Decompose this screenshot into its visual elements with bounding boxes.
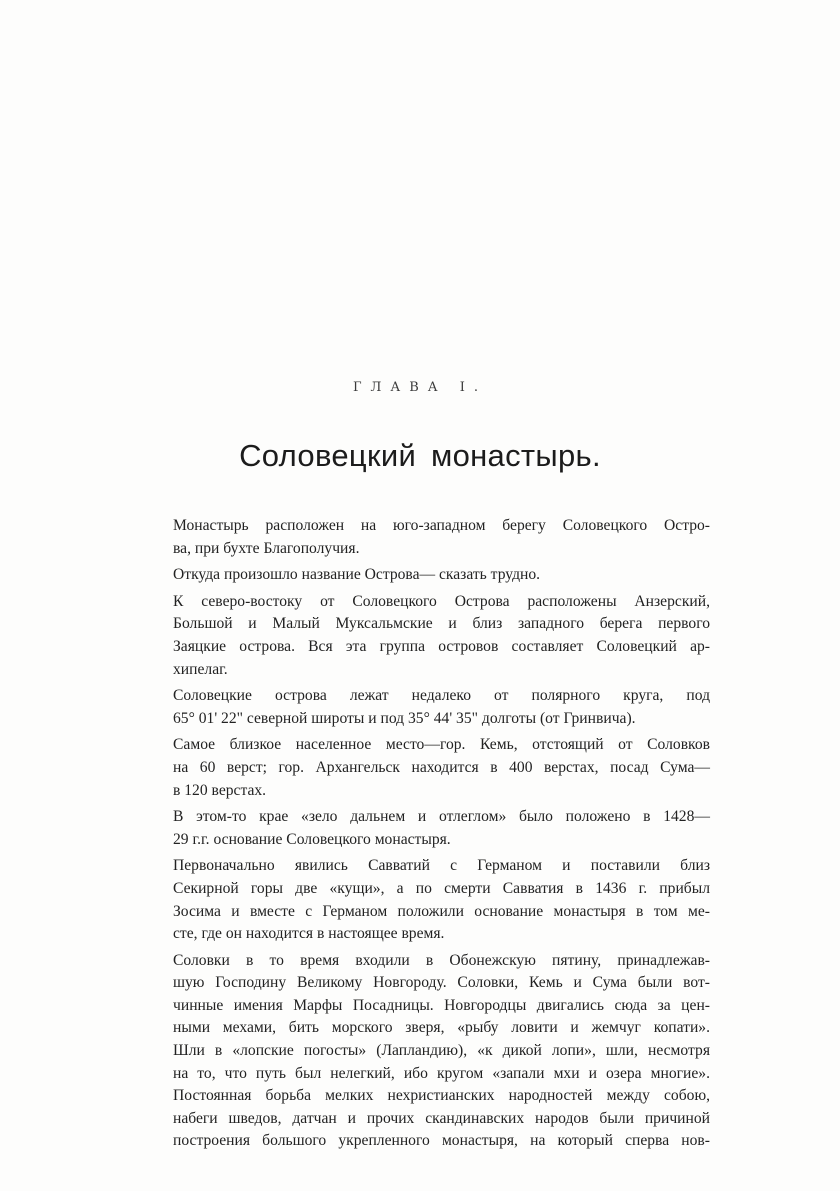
text-line: Постоянная борьба мелких нехристианских народностей между собою, [173, 1087, 710, 1105]
text-line: в 120 верстах. [173, 781, 267, 799]
text-line: сте, где он находится в настоящее время. [173, 925, 445, 943]
text-line: Самое близкое населенное место—гор. Кемь, отстоящий от Соловков [173, 736, 710, 754]
paragraph [173, 806, 710, 851]
text-line: построения большого укрепленного монастыря, на который сперва нов- [173, 1132, 710, 1150]
text-line: 65° 01' 22" северной широты и под 35° 44' 35" долготы (от Гринвича). [173, 709, 636, 727]
text-line: Первоначально явились Савватий с Германом и поставили близ [173, 857, 710, 875]
text-line: Шли в «лопские погосты» (Лапландию), «к дикой лопи», шли, несмотря [173, 1042, 710, 1060]
paragraph [173, 564, 710, 587]
paragraph [173, 734, 710, 802]
paragraph [173, 591, 710, 681]
paragraph [173, 685, 710, 730]
text-line: Заяцкие острова. Вся эта группа островов составляет Соловецкий ар- [173, 637, 710, 655]
page-title: Соловецкий монастырь. [239, 438, 601, 473]
text-line: хипелаг. [173, 660, 228, 678]
text-line: набеги шведов, датчан и прочих скандинавских народов были причиной [173, 1109, 710, 1127]
text-line: Секирной горы две «кущи», а по смерти Савватия в 1436 г. прибыл [173, 879, 710, 897]
chapter-heading: ГЛАВА I. [352, 380, 488, 395]
text-line: К северо-востоку от Соловецкого Острова расположены Анзерский, [173, 592, 710, 610]
paragraph [173, 855, 710, 945]
text-line: чинные имения Марфы Посадницы. Новгородцы двигались сюда за цен- [173, 996, 710, 1014]
paragraph [173, 950, 710, 1153]
text-line: шую Господину Великому Новгороду. Соловки, Кемь и Сума были вот- [173, 974, 710, 992]
text-line: В этом-то крае «зело дальнем и отлеглом» было положено в 1428— [173, 808, 710, 826]
body-text [173, 515, 710, 1157]
text-line: 29 г.г. основание Соловецкого монастыря. [173, 830, 451, 848]
text-line: Соловецкие острова лежат недалеко от полярного круга, под [173, 687, 710, 705]
text-line: ва, при бухте Благополучия. [173, 539, 360, 557]
paragraph [173, 515, 710, 560]
text-line: ными мехами, бить морского зверя, «рыбу ловити и жемчуг копати». [173, 1019, 710, 1037]
text-line: на то, что путь был нелегкий, ибо кругом «запали мхи и озера многие». [173, 1064, 710, 1082]
text-line: Большой и Малый Муксальмские и близ западного берега первого [173, 615, 710, 633]
text-line: Соловки в то время входили в Обонежскую пятину, принадлежав- [173, 951, 710, 969]
text-line: Откуда произошло название Острова— сказать трудно. [173, 566, 541, 584]
text-line: Монастырь расположен на юго-западном берегу Соловецкого Остро- [173, 517, 710, 534]
text-line: Зосима и вместе с Германом положили основание монастыря в том ме- [173, 902, 710, 920]
text-line: на 60 верст; гор. Архангельск находится в 400 верстах, посад Сума— [173, 758, 710, 776]
